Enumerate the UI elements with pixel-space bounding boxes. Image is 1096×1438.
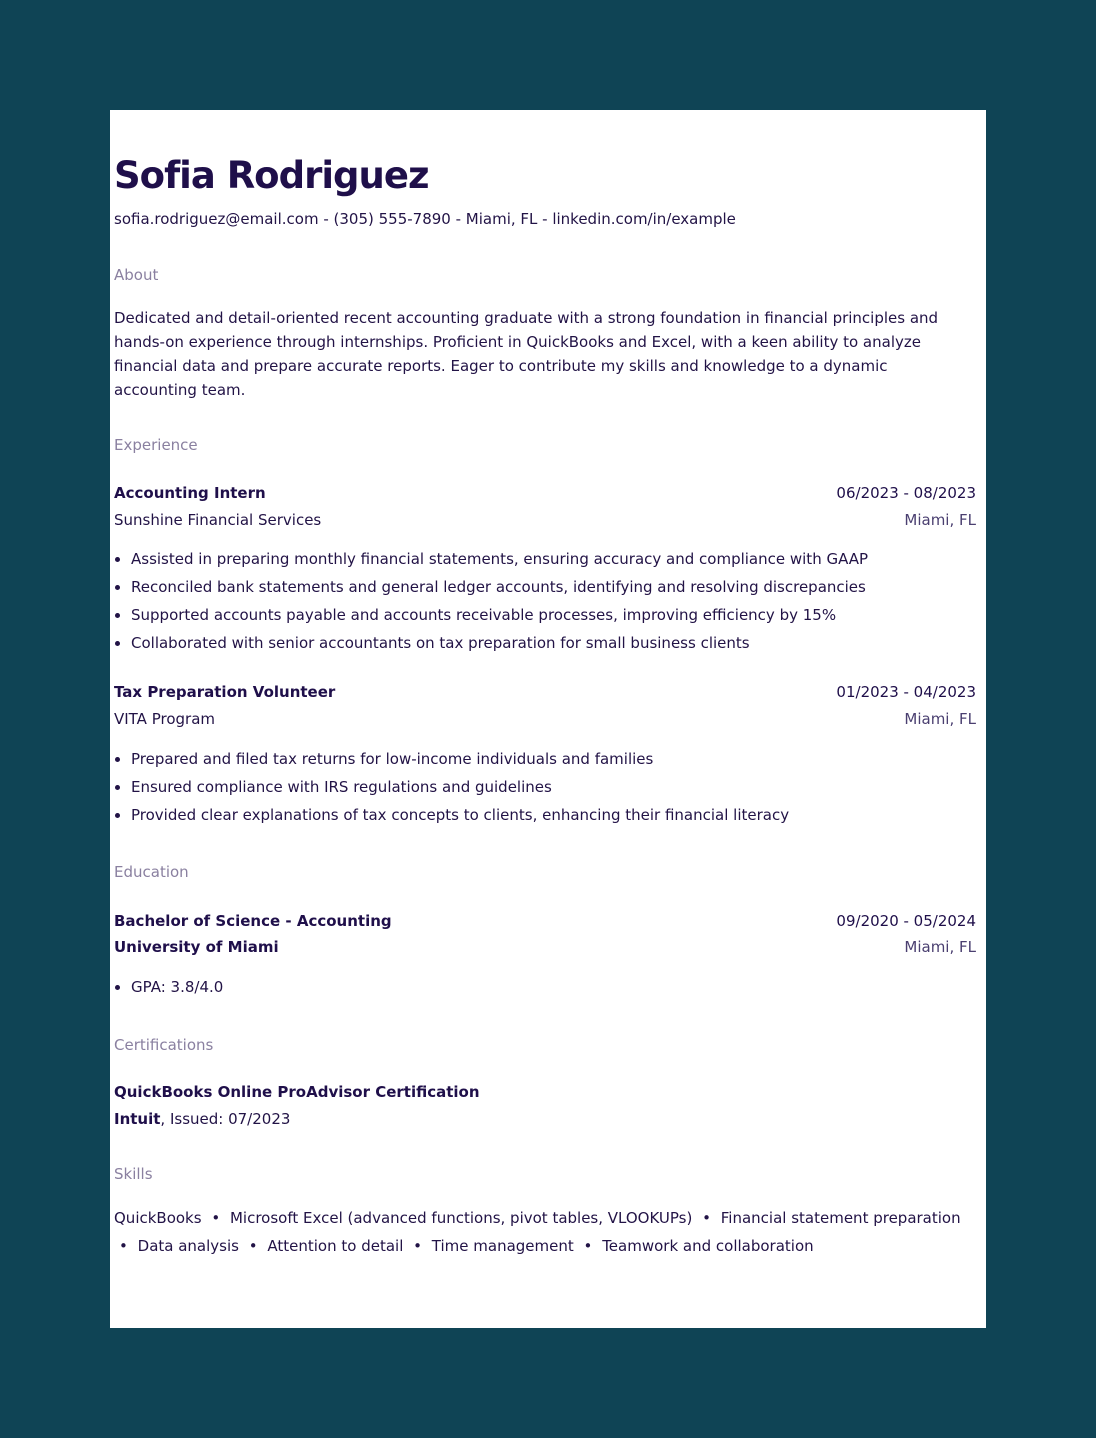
section-title-about: About — [114, 266, 159, 284]
skill-separator: • — [119, 1237, 128, 1255]
list-item: Assisted in preparing monthly financial statements, ensuring accuracy and compliance with GAAP — [114, 548, 976, 576]
job-dates: 06/2023 - 08/2023 — [836, 484, 976, 502]
bullet-dot-icon — [115, 585, 120, 590]
bullet-dot-icon — [115, 757, 120, 762]
list-item: Ensured compliance with IRS regulations and guidelines — [114, 776, 976, 804]
section-title-experience: Experience — [114, 436, 198, 454]
skill-item: Data analysis — [137, 1237, 239, 1255]
job-company-row — [114, 710, 976, 732]
skill-item: QuickBooks — [114, 1209, 202, 1227]
job-company: Sunshine Financial Services — [114, 511, 322, 529]
skill-separator: • — [248, 1237, 258, 1255]
resume-page — [110, 110, 986, 1328]
school-location: Miami, FL — [904, 938, 976, 956]
education-bullets — [114, 976, 976, 1004]
job-bullets — [114, 748, 976, 832]
skill-item: Microsoft Excel (advanced functions, pivot tables, VLOOKUPs) — [229, 1209, 693, 1227]
skill-separator: • — [211, 1209, 221, 1227]
certification-issuer: Intuit — [114, 1110, 161, 1128]
certification-name: QuickBooks Online ProAdvisor Certification — [114, 1083, 480, 1101]
bullet-dot-icon — [115, 813, 120, 818]
job-header — [114, 683, 976, 705]
skill-separator: • — [583, 1237, 593, 1255]
certification-issued: , Issued: 07/2023 — [160, 1110, 291, 1128]
skill-separator: • — [702, 1209, 711, 1227]
bullet-dot-icon — [115, 785, 120, 790]
about-text: Dedicated and detail-oriented recent accounting graduate with a strong foundation in financial principles and hands-on experience through internships. Proficient in QuickBooks and Excel, with a keen ability to analyze financial data and prepare accurate reports. Eager to contribute my skills and knowledge to a dynamic accounting team. — [114, 309, 939, 399]
education-header — [114, 912, 976, 934]
skill-item: Attention to detail — [267, 1237, 404, 1255]
job-header — [114, 484, 976, 506]
bullet-dot-icon — [115, 613, 120, 618]
list-item: Prepared and filed tax returns for low-income individuals and families — [114, 748, 976, 776]
job-title: Accounting Intern — [114, 484, 266, 502]
list-item: Provided clear explanations of tax concepts to clients, enhancing their financial literacy — [114, 804, 976, 832]
skill-item: Financial statement preparation — [720, 1209, 961, 1227]
skill-item: Time management — [431, 1237, 574, 1255]
candidate-name: Sofia Rodriguez — [114, 154, 429, 197]
list-item: Reconciled bank statements and general ledger accounts, identifying and resolving discrepancies — [114, 576, 976, 604]
skills-list — [114, 1204, 976, 1260]
list-item: GPA: 3.8/4.0 — [114, 976, 976, 1004]
section-title-skills: Skills — [114, 1165, 153, 1183]
list-item: Supported accounts payable and accounts receivable processes, improving efficiency by 15% — [114, 604, 976, 632]
certification-issuer-line — [114, 1110, 290, 1128]
job-location: Miami, FL — [904, 511, 976, 529]
section-title-education: Education — [114, 863, 189, 881]
bullet-dot-icon — [115, 641, 120, 646]
job-company-row — [114, 511, 976, 533]
job-dates: 01/2023 - 04/2023 — [836, 683, 976, 701]
education-dates: 09/2020 - 05/2024 — [836, 912, 976, 930]
job-location: Miami, FL — [904, 710, 976, 728]
bullet-dot-icon — [115, 557, 120, 562]
school-name: University of Miami — [114, 938, 279, 956]
bullet-dot-icon — [115, 985, 120, 990]
education-school-row — [114, 938, 976, 960]
list-item: Collaborated with senior accountants on tax preparation for small business clients — [114, 632, 976, 660]
contact-line: sofia.rodriguez@email.com - (305) 555-7890 - Miami, FL - linkedin.com/in/example — [114, 210, 736, 228]
section-title-certifications: Certifications — [114, 1036, 214, 1054]
job-bullets — [114, 548, 976, 660]
job-title: Tax Preparation Volunteer — [114, 683, 336, 701]
skill-item: Teamwork and collaboration — [602, 1237, 814, 1255]
degree-title: Bachelor of Science - Accounting — [114, 912, 392, 930]
job-company: VITA Program — [114, 710, 216, 728]
skill-separator: • — [413, 1237, 423, 1255]
